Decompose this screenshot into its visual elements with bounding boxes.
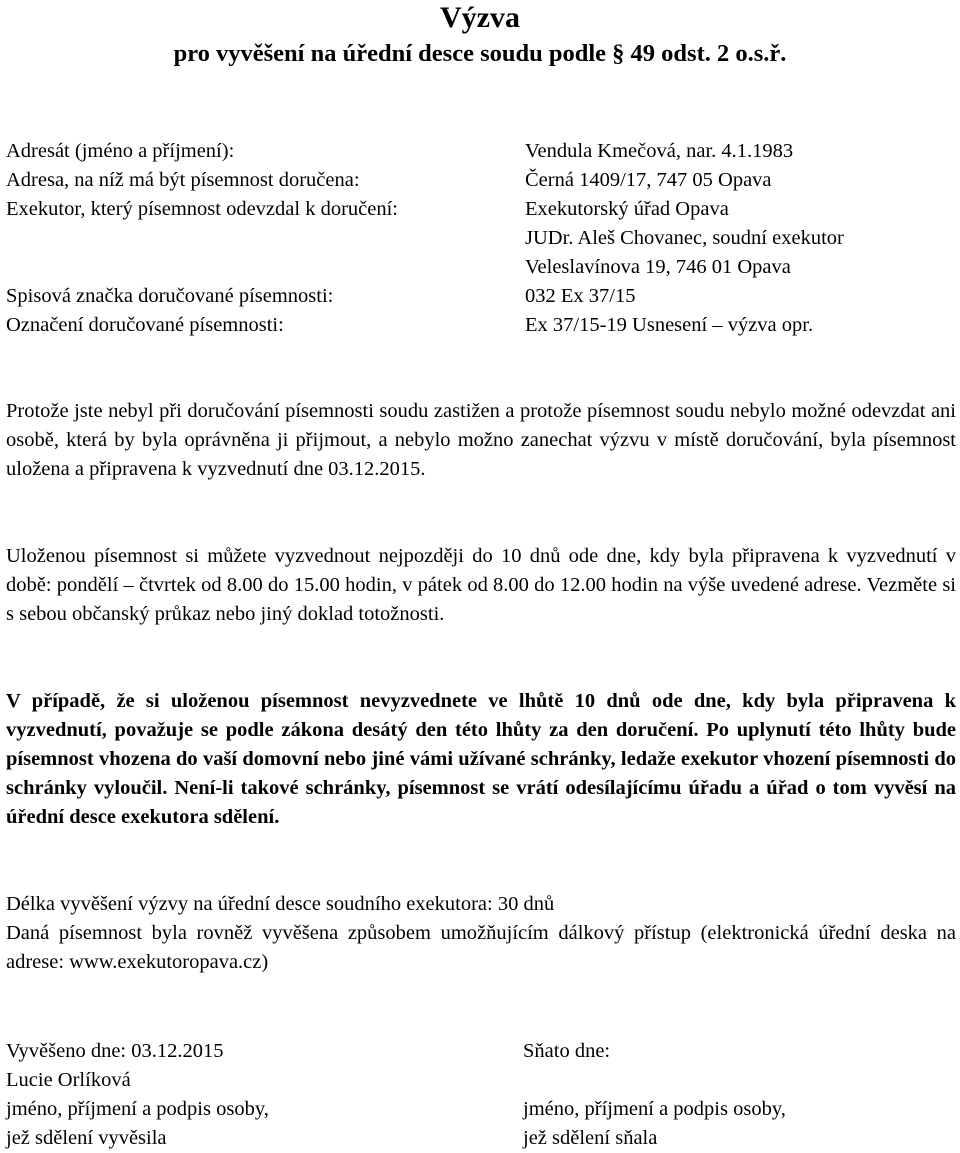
posted-date: Vyvěšeno dne: 03.12.2015 [6,1040,224,1062]
signature-caption: jež sdělení vyvěsila [6,1127,167,1149]
info-value: Černá 1409/17, 747 05 Opava [525,169,772,191]
paragraph-legal-consequence: V případě, že si uloženou písemnost nevyzvednete ve lhůtě 10 dnů ode dne, kdy byla připravena k vyzvednutí, považuje se podle zákona desátý den této lhůty za den doručení. Po uplynutí této lhůty bude písemnost vhozena do vaší domovní nebo jiné vámi užívané schránky, ledaže exekutor vhození písemnosti do schránky vyloučil. Není-li takové schránky, písemnost se vrátí odesílajícímu úřadu a úřad o tom vyvěsí na úřední desce exekutora sdělení. [6,690,956,828]
document-subtitle: pro vyvěšení na úřední desce soudu podle § 49 odst. 2 o.s.ř. [173,40,787,67]
paragraph-pickup-instructions: Uloženou písemnost si můžete vyzvednout nejpozději do 10 dnů ode dne, kdy byla připravena k vyzvednutí v době: pondělí – čtvrtek od 8.00 do 15.00 hodin, v pátek od 8.00 do 12.00 hodin na výše uvedené adrese. Vezměte si s sebou občanský průkaz nebo jiný doklad totožnosti. [6,545,956,625]
info-label: Spisová značka doručované písemnosti: [6,285,334,307]
signature-caption: jež sdělení sňala [523,1127,658,1149]
posting-duration: Délka vyvěšení výzvy na úřední desce soudního exekutora: 30 dnů [6,893,555,915]
signature-caption: jméno, příjmení a podpis osoby, [6,1098,269,1120]
info-label: Exekutor, který písemnost odevzdal k doručení: [6,198,398,220]
paragraph-electronic-board: Daná písemnost byla rovněž vyvěšena způsobem umožňujícím dálkový přístup (elektronická úřední deska na adrese: www.exekutoropava.cz) [6,922,956,973]
info-value: Vendula Kmečová, nar. 4.1.1983 [525,140,794,162]
info-label: Adresa, na níž má být písemnost doručena: [6,169,360,191]
document-title: Výzva [440,1,520,34]
posted-by-name: Lucie Orlíková [6,1069,131,1091]
footer-removed [523,1037,953,1153]
info-label: Označení doručované písemnosti: [6,314,284,336]
footer-posted [6,1037,466,1153]
info-label: Adresát (jméno a příjmení): [6,140,235,162]
info-value: Veleslavínova 19, 746 01 Opava [525,256,791,278]
signature-caption: jméno, příjmení a podpis osoby, [523,1098,786,1120]
removed-by-name [523,1066,953,1095]
info-value: Exekutorský úřad Opava [525,198,729,220]
info-value: 032 Ex 37/15 [525,285,636,307]
paragraph-delivery-notice: Protože jste nebyl při doručování písemnosti soudu zastižen a protože písemnost soudu nebylo možné odevzdat ani osobě, která by byla oprávněna ji přijmout, a nebylo možno zanechat výzvu v místě doručování, byla písemnost uložena a připravena k vyzvednutí dne 03.12.2015. [6,400,956,480]
info-value: JUDr. Aleš Chovanec, soudní exekutor [525,227,844,249]
removed-date: Sňato dne: [523,1040,611,1062]
info-value: Ex 37/15-19 Usnesení – výzva opr. [525,314,814,336]
